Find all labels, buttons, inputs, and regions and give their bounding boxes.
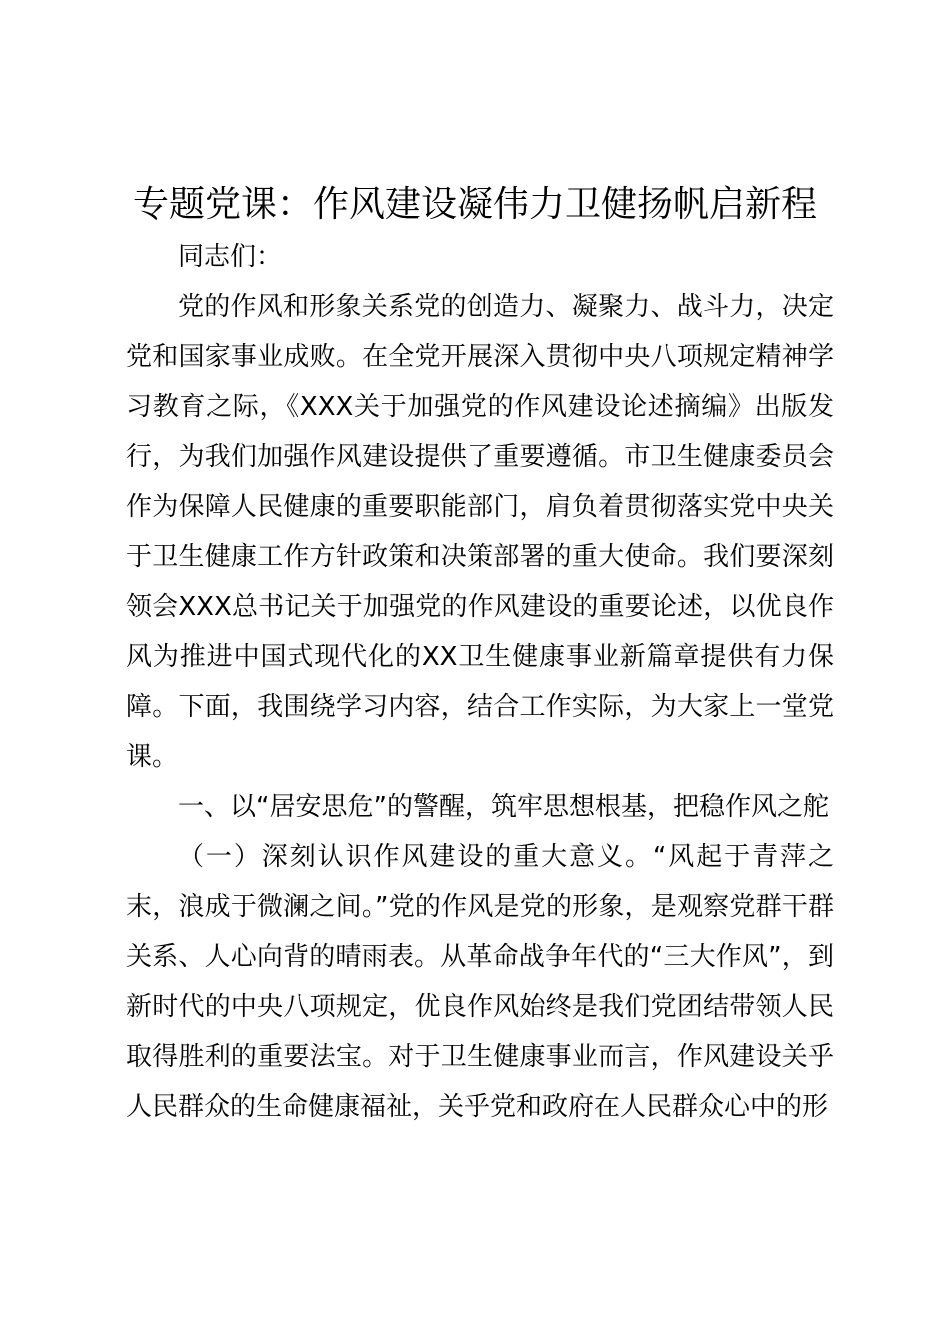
document-body	[126, 232, 834, 1132]
document-title: 专题党课：作风建设凝伟力卫健扬帆启新程	[132, 184, 817, 225]
paragraph-intro: 党的作风和形象关系党的创造力、凝聚力、战斗力，决定党和国家事业成败。在全党开展深入贯彻中央八项规定精神学习教育之际，《XXX关于加强党的作风建设论述摘编》出版发行，为我们加强作风建设提供了重要遵循。市卫生健康委员会作为保障人民健康的重要职能部门，肩负着贯彻落实党中央关于卫生健康工作方针政策和决策部署的重大使命。我们要深刻领会XXX总书记关于加强党的作风建设的重要论述，以优良作风为推进中国式现代化的XX卫生健康事业新篇章提供有力保障。下面，我围绕学习内容，结合工作实际，为大家上一堂党课。	[126, 292, 834, 772]
section-heading-1: 一、以“居安思危”的警醒，筑牢思想根基，把稳作风之舵	[178, 792, 829, 822]
paragraph-section-1-1: （一）深刻认识作风建设的重大意义。“风起于青萍之末，浪成于微澜之间。”党的作风是党的形象，是观察党群干群关系、人心向背的晴雨表。从革命战争年代的“三大作风”，到新时代的中央八项规定，优良作风始终是我们党团结带领人民取得胜利的重要法宝。对于卫生健康事业而言，作风建设关乎人民群众的生命健康福祉，关乎党和政府在人民群众心中的形	[126, 842, 834, 1122]
greeting: 同志们：	[178, 242, 283, 272]
